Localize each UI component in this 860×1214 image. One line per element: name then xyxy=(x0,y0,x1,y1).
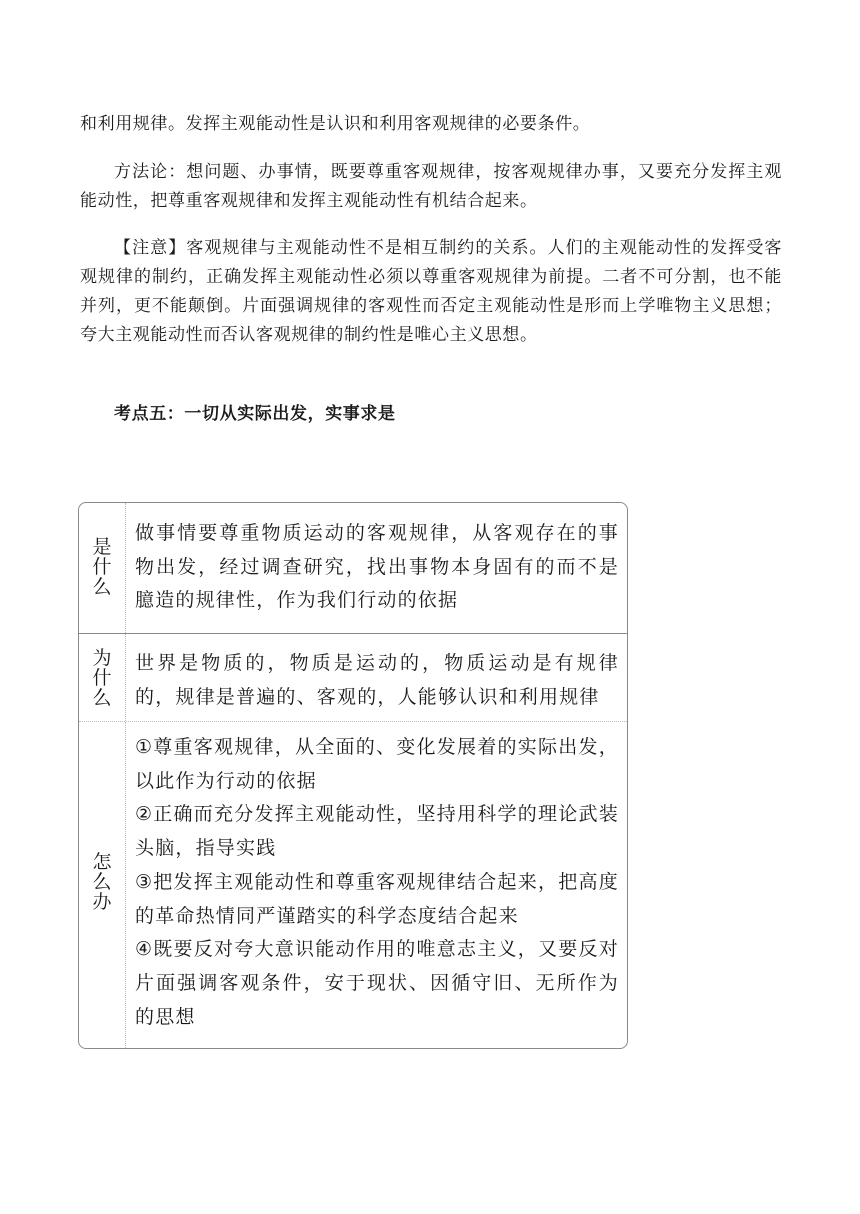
table-row-how xyxy=(79,722,627,1048)
paragraph-continuation: 和利用规律。发挥主观能动性是认识和利用客观规律的必要条件。 xyxy=(80,114,591,134)
table-row-what xyxy=(79,503,627,634)
list-item: ②正确而充分发挥主观能动性，坚持用科学的理论武装头脑，指导实践 xyxy=(135,803,619,860)
list-item: ④既要反对夸大意识能动作用的唯意志主义，又要反对片面强调客观条件，安于现状、因循守旧、无所作为的思想 xyxy=(135,938,619,1028)
row-label-why: 为 什 么 xyxy=(92,647,112,709)
table-row-why xyxy=(79,634,627,722)
column-divider xyxy=(125,503,126,633)
row-label-how: 怎 么 办 xyxy=(92,851,112,913)
row-content-why: 世界是物质的，物质是运动的，物质运动是有规律的，规律是普遍的、客观的，人能够认识和利用规律 xyxy=(135,652,619,708)
paragraph-methodology: 方法论：想问题、办事情，既要尊重客观规律，按客观规律办事，又要充分发挥主观能动性，把尊重客观规律和发挥主观能动性有机结合起来。 xyxy=(80,162,782,211)
row-content-how xyxy=(135,731,619,1034)
section-heading: 考点五：一切从实际出发，实事求是 xyxy=(114,404,396,424)
list-item: ③把发挥主观能动性和尊重客观规律结合起来，把高度的革命热情同严谨踏实的科学态度结合起来 xyxy=(135,870,619,927)
row-label-what: 是 什 么 xyxy=(92,536,112,598)
summary-table xyxy=(78,502,628,1049)
list-item: ①尊重客观规律，从全面的、变化发展着的实际出发，以此作为行动的依据 xyxy=(135,736,619,792)
column-divider xyxy=(125,722,126,1048)
row-content-what: 做事情要尊重物质运动的客观规律，从客观存在的事物出发，经过调查研究，找出事物本身固有的而不是臆造的规律性，作为我们行动的依据 xyxy=(135,522,619,611)
column-divider xyxy=(125,634,126,721)
paragraph-note: 【注意】客观规律与主观能动性不是相互制约的关系。人们的主观能动性的发挥受客观规律的制约，正确发挥主观能动性必须以尊重客观规律为前提。二者不可分割，也不能并列，更不能颠倒。片面强调规律的客观性而否定主观能动性是形而上学唯物主义思想；夸大主观能动性而否认客观规律的制约性是唯心主义思想。 xyxy=(80,238,782,345)
